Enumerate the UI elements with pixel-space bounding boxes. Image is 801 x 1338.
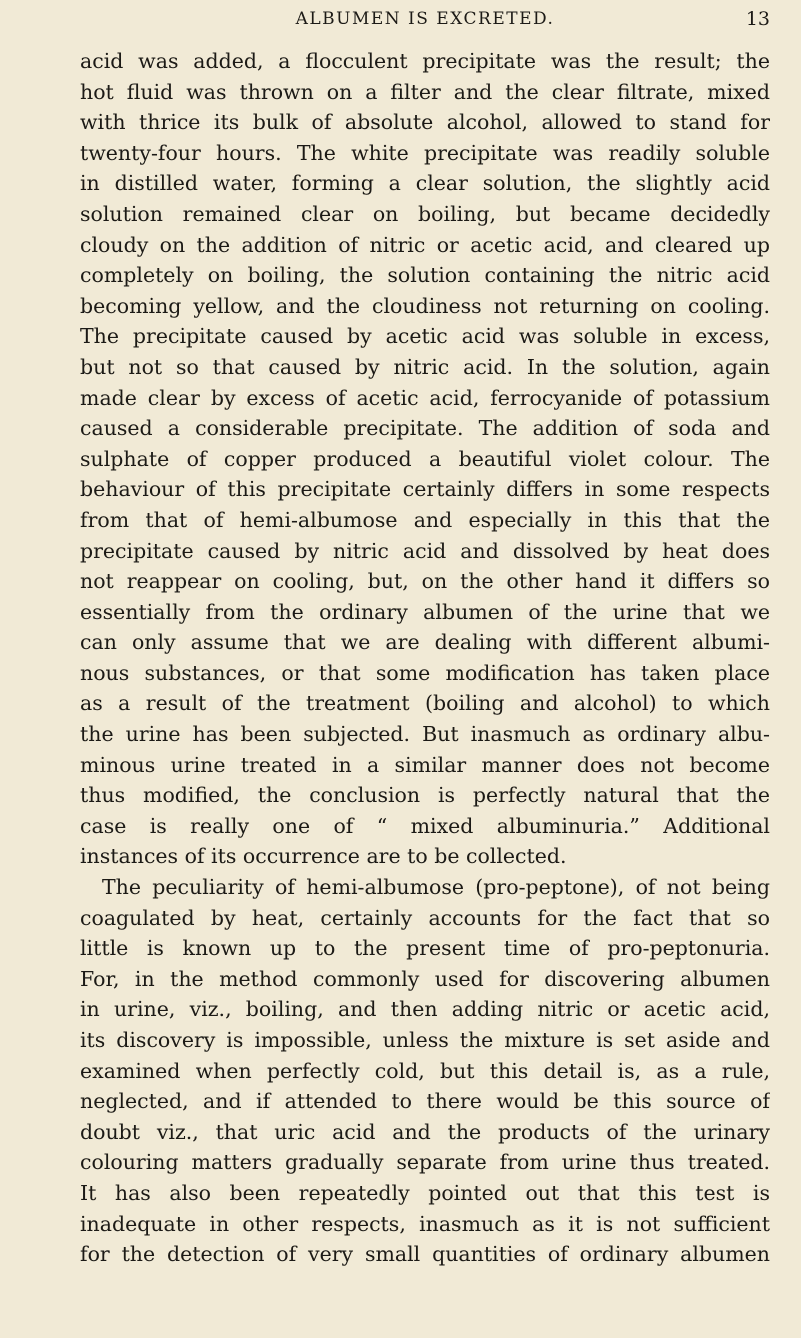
text-line: minous urine treated in a similar manner does not become bbox=[80, 752, 770, 777]
text-line: from that of hemi-albumose and especially in this that the bbox=[80, 507, 770, 532]
text-line: thus modified, the conclusion is perfectly natural that the bbox=[80, 783, 770, 808]
text-line: sulphate of copper produced a beautiful violet colour. The bbox=[80, 446, 770, 471]
text-line: colouring matters gradually separate from urine thus treated. bbox=[80, 1150, 770, 1175]
text-line: essentially from the ordinary albumen of the urine that we bbox=[80, 599, 770, 624]
text-line: its discovery is impossible, unless the mixture is set aside and bbox=[80, 1028, 770, 1052]
page-number: 13 bbox=[745, 8, 770, 30]
text-line: can only assume that we are dealing with different albumi- bbox=[80, 630, 770, 655]
text-line: The peculiarity of hemi-albumose (pro-peptone), of not being bbox=[102, 875, 770, 900]
text-line: examined when perfectly cold, but this detail is, as a rule, bbox=[80, 1058, 770, 1083]
text-line: the urine has been subjected. But inasmuch as ordinary albu- bbox=[80, 722, 770, 747]
text-line: It has also been repeatedly pointed out that this test is bbox=[80, 1180, 770, 1205]
text-line: in distilled water, forming a clear solution, the slightly acid bbox=[80, 171, 770, 196]
text-line: solution remained clear on boiling, but became decidedly bbox=[80, 201, 770, 226]
text-line: caused a considerable precipitate. The addition of soda and bbox=[80, 416, 770, 441]
text-line: inadequate in other respects, inasmuch as it is not sufficient bbox=[80, 1211, 770, 1236]
text-line: made clear by excess of acetic acid, ferrocyanide of potassium bbox=[80, 385, 770, 410]
text-line: completely on boiling, the solution containing the nitric acid bbox=[80, 263, 770, 288]
text-line: in urine, viz., boiling, and then adding nitric or acetic acid, bbox=[80, 997, 770, 1022]
text-line: The precipitate caused by acetic acid was soluble in excess, bbox=[80, 324, 770, 349]
text-line: neglected, and if attended to there would be this source of bbox=[80, 1089, 770, 1114]
text-line: precipitate caused by nitric acid and dissolved by heat does bbox=[80, 538, 770, 563]
running-title: ALBUMEN IS EXCRETED. bbox=[295, 9, 555, 29]
text-line: hot fluid was thrown on a filter and the clear filtrate, mixed bbox=[80, 79, 770, 104]
text-line: instances of its occurrence are to be collected. bbox=[80, 844, 567, 869]
text-line: acid was added, a flocculent precipitate was the result; the bbox=[80, 49, 770, 73]
text-line: twenty-four hours. The white precipitate was readily soluble bbox=[80, 140, 770, 165]
text-line: case is really one of “ mixed albuminuria.” Additional bbox=[80, 813, 770, 838]
text-line: nous substances, or that some modification has taken place bbox=[80, 660, 770, 685]
text-line: not reappear on cooling, but, on the other hand it differs so bbox=[80, 569, 770, 594]
text-line: for the detection of very small quantities of ordinary albumen bbox=[80, 1242, 770, 1267]
text-line: doubt viz., that uric acid and the products of the urinary bbox=[80, 1119, 770, 1144]
body-text bbox=[80, 46, 770, 1270]
text-line: behaviour of this precipitate certainly differs in some respects bbox=[80, 477, 770, 502]
text-line: coagulated by heat, certainly accounts for the fact that so bbox=[80, 905, 770, 930]
text-line: For, in the method commonly used for discovering albumen bbox=[80, 966, 770, 991]
text-line: with thrice its bulk of absolute alcohol, allowed to stand for bbox=[80, 110, 770, 135]
text-line: becoming yellow, and the cloudiness not returning on cooling. bbox=[80, 293, 770, 318]
text-line: little is known up to the present time of pro-peptonuria. bbox=[80, 936, 770, 961]
text-line: but not so that caused by nitric acid. In the solution, again bbox=[80, 354, 770, 379]
running-head bbox=[80, 6, 770, 32]
text-line: as a result of the treatment (boiling and alcohol) to which bbox=[80, 691, 770, 716]
text-line: cloudy on the addition of nitric or acetic acid, and cleared up bbox=[80, 232, 770, 257]
